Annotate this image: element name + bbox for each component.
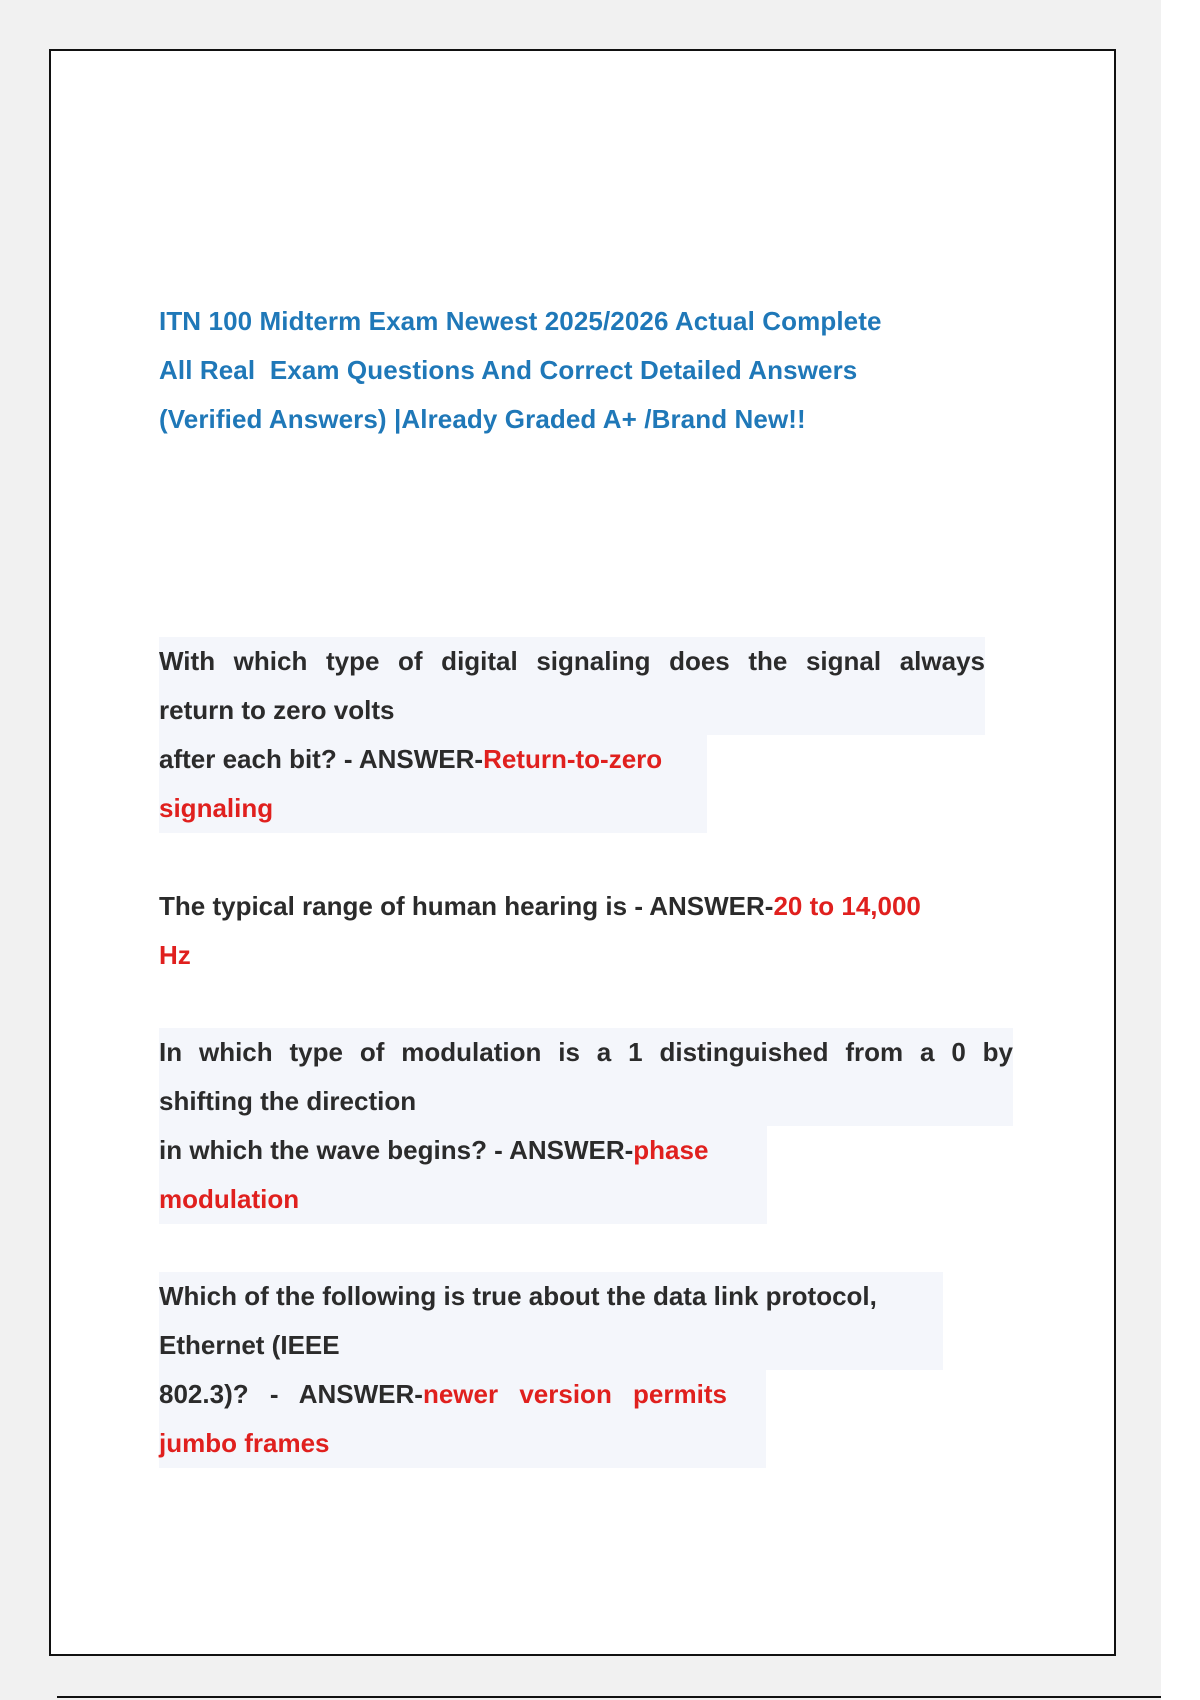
qa-4-answer-block: [159, 1370, 766, 1468]
qa-2-answer: 20 to 14,000: [773, 891, 921, 921]
document-page: [49, 49, 1116, 1656]
qa-3-answer: phase: [633, 1135, 709, 1165]
title-line-2: All Real Exam Questions And Correct Detailed Answers: [159, 355, 858, 385]
qa-3-answer-line-1: [159, 1126, 767, 1175]
qa-1-answer-line-1: [159, 735, 707, 784]
qa-2-line-1: [159, 882, 921, 931]
qa-4-answer-continued: jumbo frames: [159, 1428, 330, 1458]
qa-1-answer-block: [159, 735, 707, 833]
qa-4-question-block: [159, 1272, 943, 1370]
qa-3-question-line-3: in which the wave begins? - ANSWER-: [159, 1135, 634, 1165]
qa-2-answer-continued: Hz: [159, 940, 191, 970]
qa-item-1: [159, 637, 985, 833]
title-line-1: ITN 100 Midterm Exam Newest 2025/2026 Actual Complete: [159, 306, 882, 336]
qa-4-question-line-1: Which of the following is true about the data link protocol,: [159, 1281, 877, 1311]
title-line-3: (Verified Answers) |Already Graded A+ /Brand New!!: [159, 404, 806, 434]
qa-1-answer: Return-to-zero: [483, 744, 663, 774]
qa-4-answer-line-1: [159, 1370, 766, 1419]
qa-item-3: [159, 1028, 1013, 1224]
qa-3-question-line-1: In which type of modulation is a 1 distinguished from a 0 by: [159, 1037, 1013, 1067]
qa-3-answer-block: [159, 1126, 767, 1224]
qa-4-answer: newer version permits: [422, 1379, 727, 1409]
viewer-right-gutter: [1161, 0, 1200, 1700]
qa-2-question: The typical range of human hearing is - ANSWER-: [159, 891, 774, 921]
qa-4-question-line-2: Ethernet (IEEE: [159, 1330, 340, 1360]
qa-4-question-line-3: 802.3)? - ANSWER-: [159, 1379, 423, 1409]
qa-item-2: [159, 882, 921, 980]
qa-3-question-block: [159, 1028, 1013, 1126]
qa-3-answer-continued: modulation: [159, 1184, 300, 1214]
qa-1-question-line-3: after each bit? - ANSWER-: [159, 744, 484, 774]
qa-1-answer-continued: signaling: [159, 793, 274, 823]
qa-1-question-line-2: return to zero volts: [159, 695, 395, 725]
next-page-divider: [57, 1696, 1161, 1698]
qa-3-question-line-2: shifting the direction: [159, 1086, 417, 1116]
document-title: [159, 297, 959, 444]
qa-item-4: [159, 1272, 943, 1468]
qa-1-question-block: [159, 637, 985, 735]
qa-1-question-line-1: With which type of digital signaling does the signal always: [159, 646, 985, 676]
